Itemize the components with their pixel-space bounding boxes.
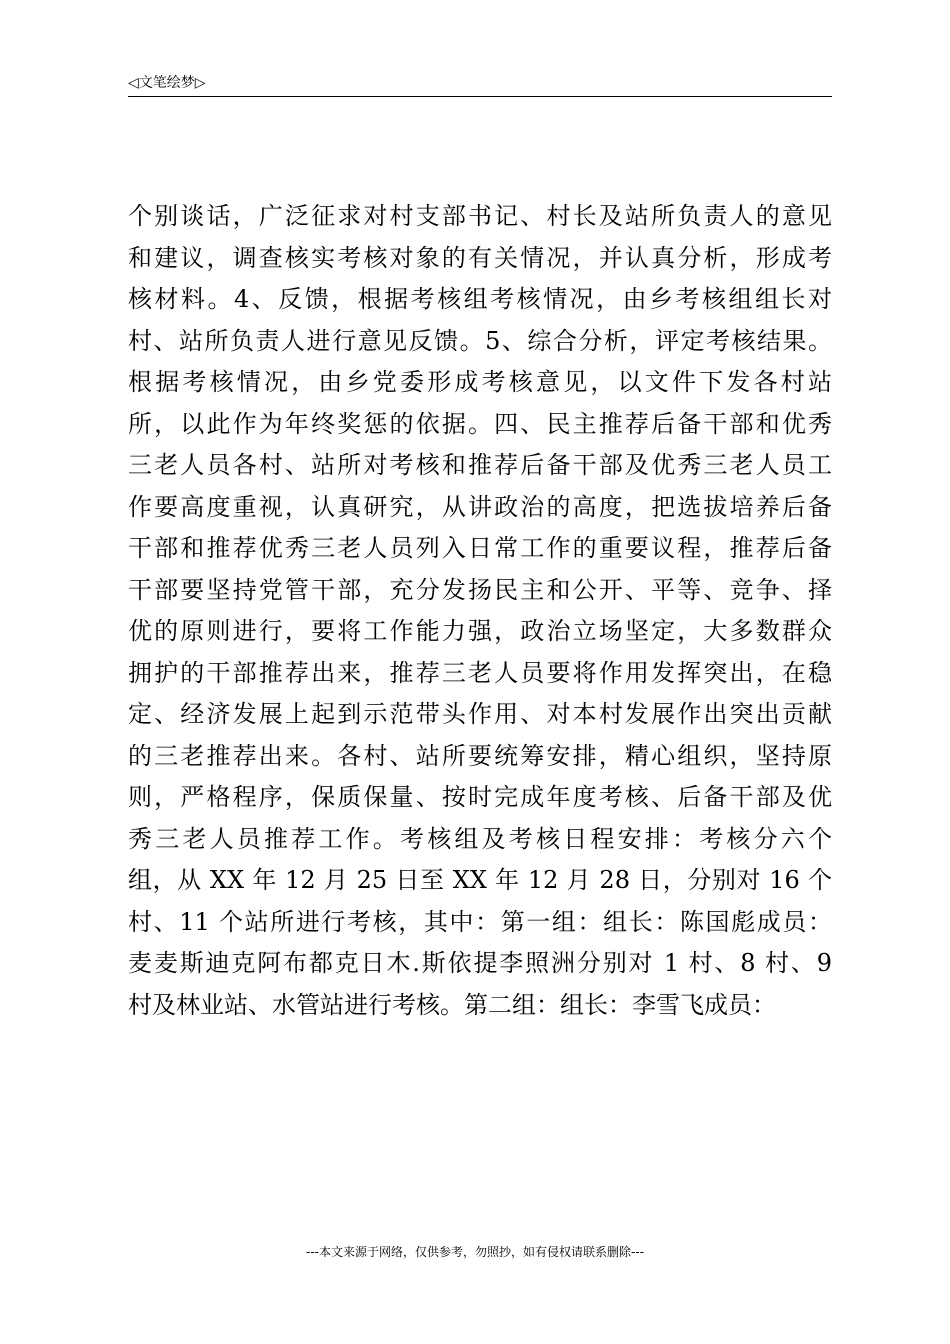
body-line: 根据考核情况，由乡党委形成考核意见，以文件下发各村站	[128, 368, 832, 396]
body-line: 定、经济发展上起到示范带头作用、对本村发展作出突出贡献	[128, 700, 832, 728]
header-divider	[128, 96, 832, 97]
body-line: 村及林业站、水管站进行考核。第二组：组长：李雪飞成员：	[128, 990, 776, 1019]
body-line: 组，从 XX 年 12 月 25 日至 XX 年 12 月 28 日，分别对 16 个	[128, 866, 832, 894]
body-line: 则，严格程序，保质保量、按时完成年度考核、后备干部及优	[128, 783, 832, 811]
body-line: 作要高度重视，认真研究，从讲政治的高度，把选拔培养后备	[128, 492, 832, 521]
footer-disclaimer: ---本文来源于网络，仅供参考，勿照抄，如有侵权请联系删除---	[306, 1245, 644, 1259]
body-line: 优的原则进行，要将工作能力强，政治立场坚定，大多数群众	[128, 617, 832, 645]
body-line: 秀三老人员推荐工作。考核组及考核日程安排：考核分六个	[128, 824, 832, 853]
body-line: 村、11 个站所进行考核，其中：第一组：组长：陈国彪成员：	[128, 907, 832, 936]
body-line: 个别谈话，广泛征求对村支部书记、村长及站所负责人的意见	[128, 202, 832, 230]
body-line: 核材料。4、反馈，根据考核组考核情况，由乡考核组组长对	[128, 285, 832, 313]
document-body	[128, 196, 832, 1026]
body-line: 干部和推荐优秀三老人员列入日常工作的重要议程，推荐后备	[128, 534, 832, 562]
body-line: 的三老推荐出来。各村、站所要统筹安排，精心组织，坚持原	[128, 741, 832, 770]
body-line: 村、站所负责人进行意见反馈。5、综合分析，评定考核结果。	[128, 326, 832, 355]
document-header: ◁文笔绘梦▷	[128, 75, 206, 91]
body-line: 所，以此作为年终奖惩的依据。四、民主推荐后备干部和优秀	[128, 409, 832, 438]
body-line: 麦麦斯迪克阿布都克日木.斯依提李照洲分别对 1 村、8 村、9	[128, 949, 832, 977]
body-line: 和建议，调查核实考核对象的有关情况，并认真分析，形成考	[128, 243, 832, 272]
body-line: 拥护的干部推荐出来，推荐三老人员要将作用发挥突出，在稳	[128, 658, 832, 687]
body-line: 三老人员各村、站所对考核和推荐后备干部及优秀三老人员工	[128, 451, 832, 479]
body-line: 干部要坚持党管干部，充分发扬民主和公开、平等、竞争、择	[128, 575, 832, 604]
